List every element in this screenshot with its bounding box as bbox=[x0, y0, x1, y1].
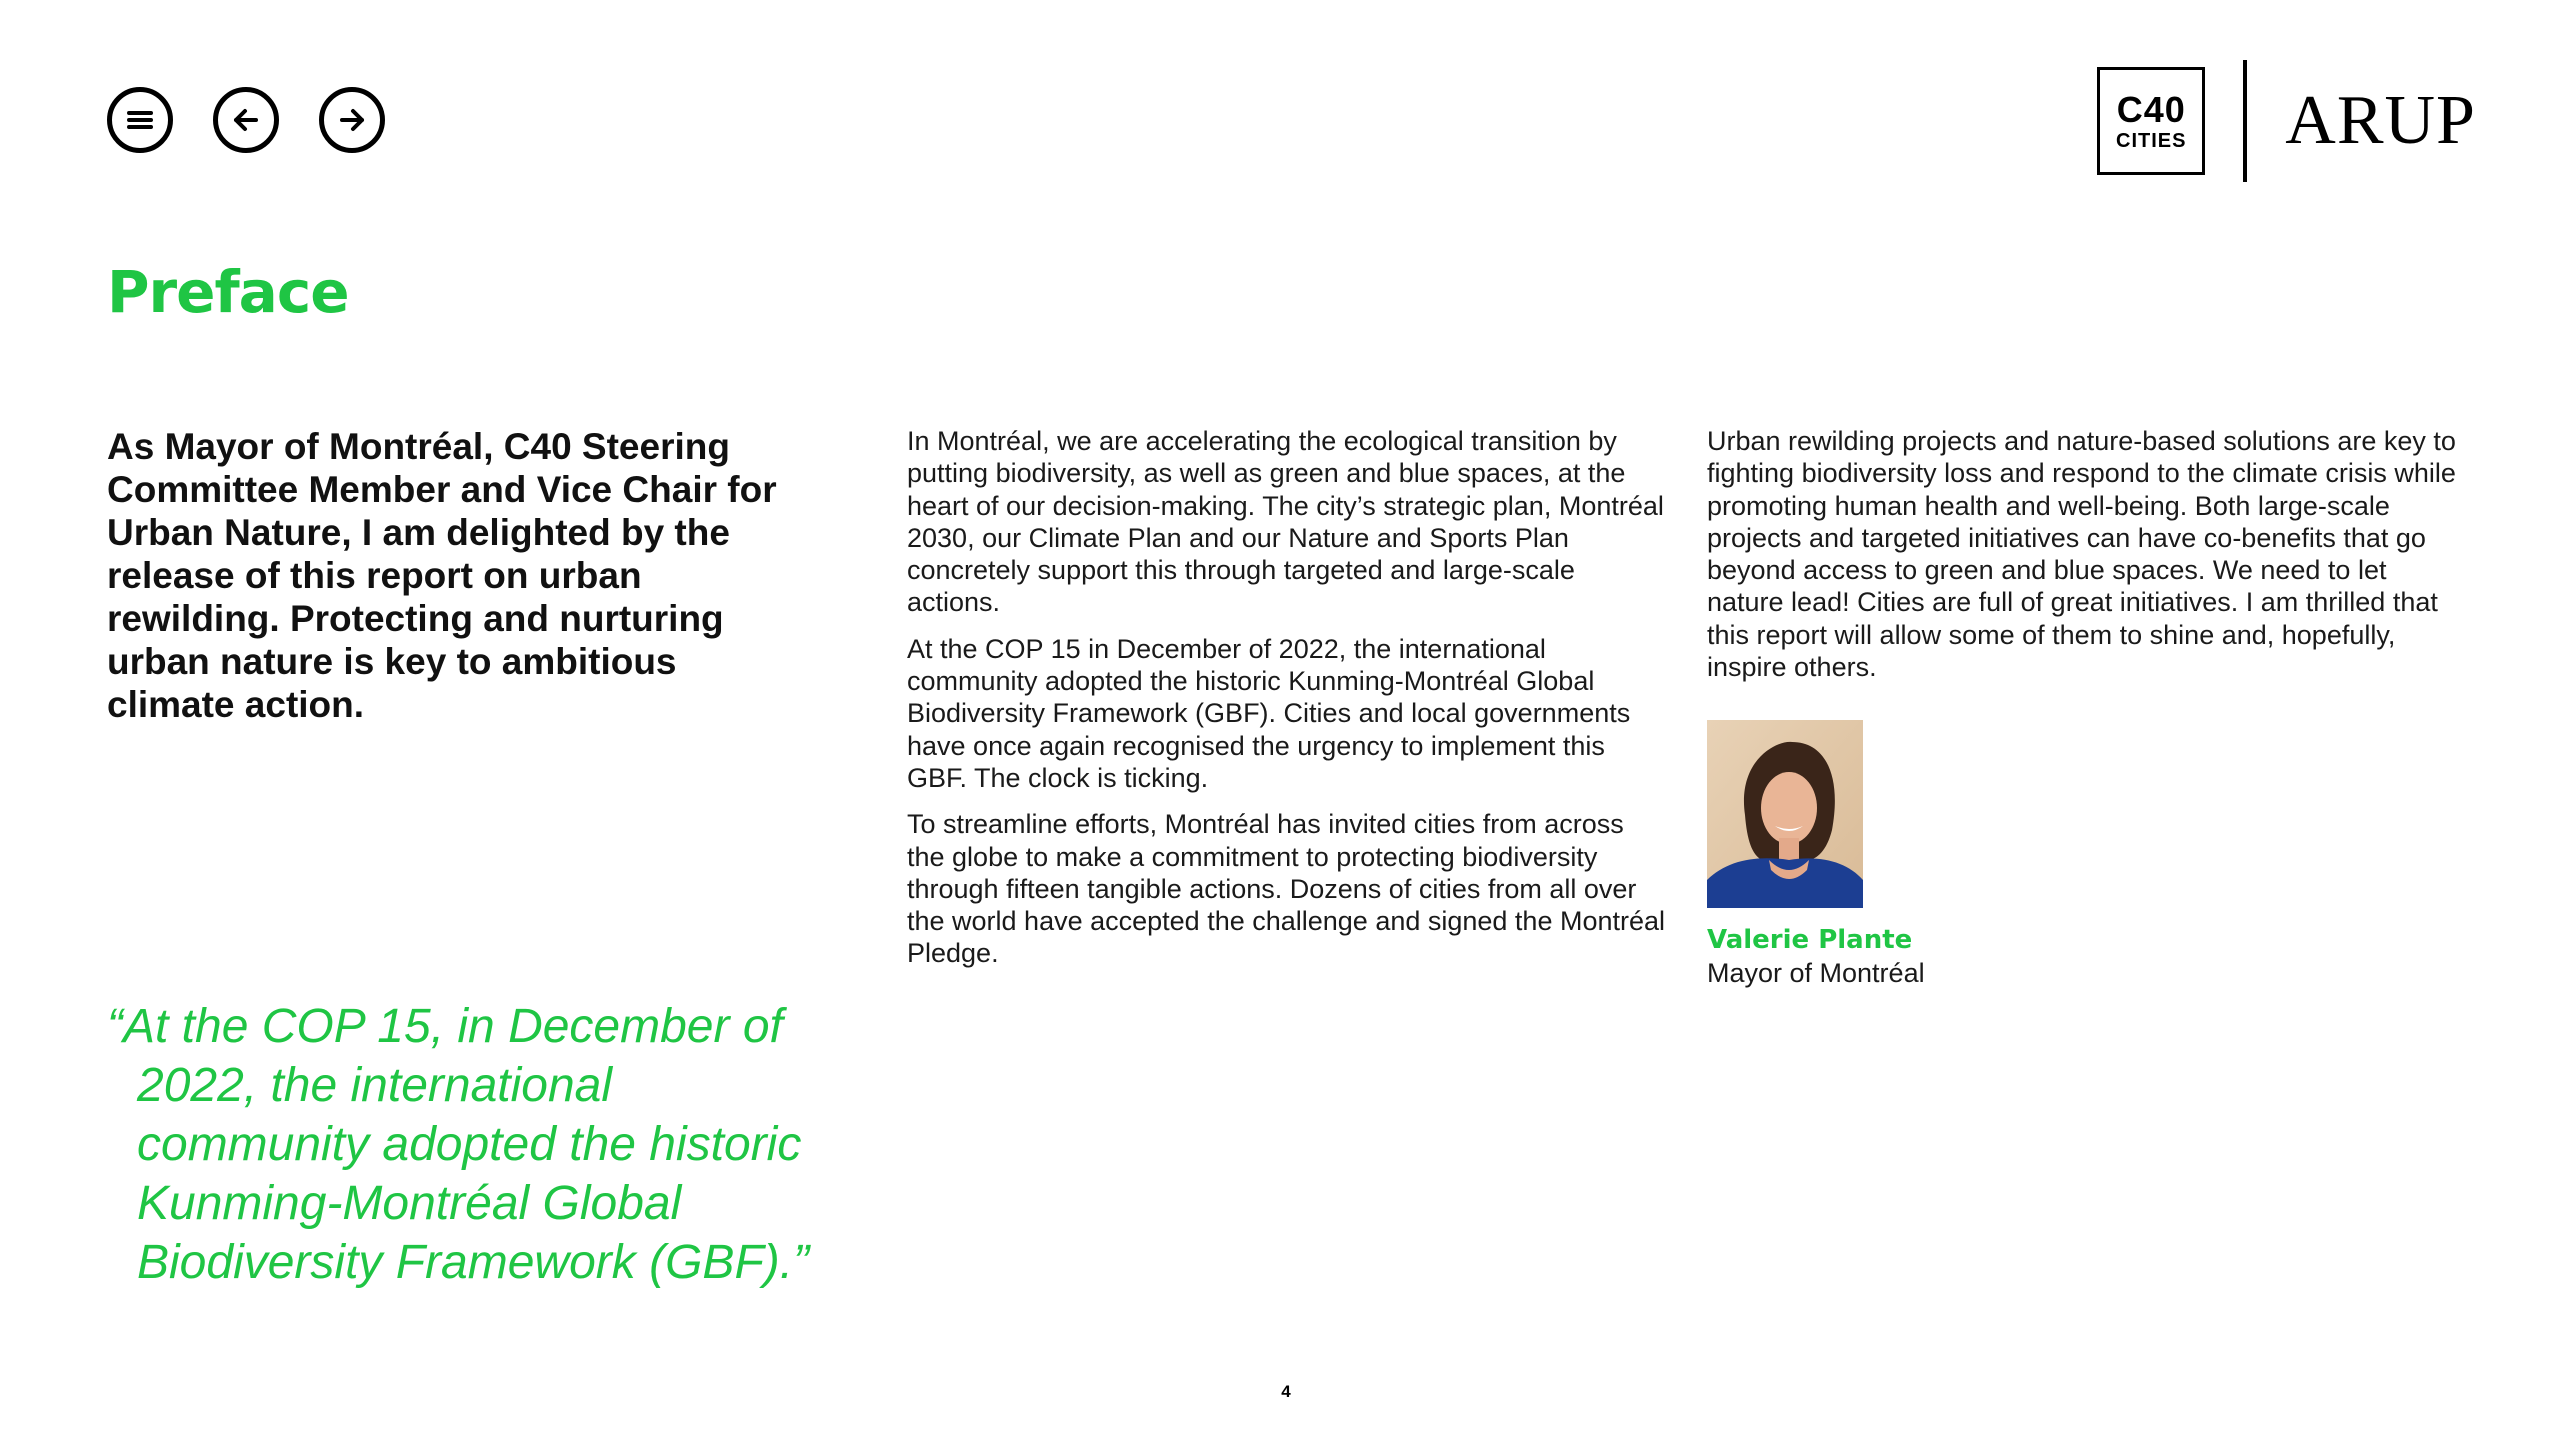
mayor-portrait bbox=[1707, 720, 1863, 908]
signature-name: Valerie Plante bbox=[1707, 925, 1913, 955]
navigation-bar bbox=[107, 87, 385, 153]
menu-icon[interactable] bbox=[107, 87, 173, 153]
logo-divider bbox=[2243, 60, 2247, 182]
c40-logo-top: C40 bbox=[2116, 88, 2186, 130]
arrow-right-icon[interactable] bbox=[319, 87, 385, 153]
right-column bbox=[1707, 425, 2467, 697]
pull-quote: “At the COP 15, in December of 2022, the international community adopted the historic Kunming-Montréal Global Biodiversity Framework (GBF).” bbox=[107, 1000, 810, 1289]
c40-logo-bottom: CITIES bbox=[2116, 129, 2187, 152]
arrow-left-icon[interactable] bbox=[213, 87, 279, 153]
c40-cities-logo bbox=[2097, 67, 2205, 175]
lead-paragraph: As Mayor of Montréal, C40 Steering Committee Member and Vice Chair for Urban Nature, I am delighted by the release of this report on urban rewilding. Protecting and nurturing urban nature is key to ambitious climate action. bbox=[107, 426, 777, 725]
body-paragraph: In Montréal, we are accelerating the ecological transition by putting biodiversity, as well as green and blue spaces, at the heart of our decision-making. The city’s strategic plan, Montréal 2030, our Climate Plan and our Nature and Sports Plan concretely support this through targeted and large-scale actions. bbox=[907, 426, 1664, 618]
page-number: 4 bbox=[1281, 1382, 1291, 1401]
body-paragraph: Urban rewilding projects and nature-based solutions are key to fighting biodiversity loss and respond to the climate crisis while promoting human health and well-being. Both large-scale projects and targeted initiatives can have co-benefits that go beyond access to green and blue spaces. We need to let nature lead! Cities are full of great initiatives. I am thrilled that this report will allow some of them to shine and, hopefully, inspire others. bbox=[1707, 426, 2456, 683]
partner-logos bbox=[2097, 60, 2476, 182]
body-paragraph: At the COP 15 in December of 2022, the international community adopted the historic Kunming-Montréal Global Biodiversity Framework (GBF). Cities and local governments have once again recognised the urgency to implement this GBF. The clock is ticking. bbox=[907, 633, 1631, 793]
body-paragraph: To streamline efforts, Montréal has invited cities from across the globe to make a commitment to protecting biodiversity through fifteen tangible actions. Dozens of cities from all over the world have accepted the challenge and signed the Montréal Pledge. bbox=[907, 809, 1666, 969]
middle-column bbox=[907, 425, 1667, 984]
signature-role: Mayor of Montréal bbox=[1707, 958, 1925, 988]
arup-logo: ARUP bbox=[2285, 82, 2476, 159]
page-title: Preface bbox=[107, 258, 349, 326]
